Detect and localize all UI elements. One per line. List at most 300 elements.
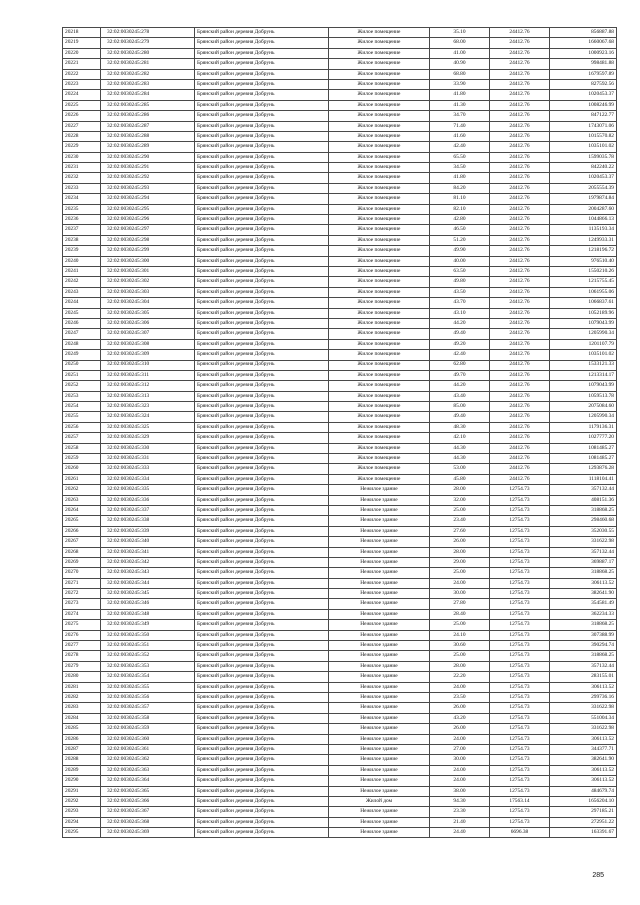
address-cell: Брянский район деревня Добрунь <box>195 412 329 422</box>
unit-value-cell: 24412.76 <box>490 38 550 48</box>
cadastral-value-cell: 1044866.13 <box>550 215 617 225</box>
row-number-cell: 20272 <box>63 589 101 599</box>
cadastral-number-cell: 32:02:0030245:336 <box>101 495 195 505</box>
table-row <box>63 755 617 765</box>
unit-value-cell: 12754.73 <box>490 786 550 796</box>
unit-value-cell: 12754.73 <box>490 537 550 547</box>
area-cell: 25.00 <box>430 620 490 630</box>
object-type-cell: Жилое помещение <box>329 38 430 48</box>
cadastral-number-cell: 32:02:0030245:303 <box>101 287 195 297</box>
address-cell: Брянский район деревня Добрунь <box>195 817 329 827</box>
address-cell: Брянский район деревня Добрунь <box>195 256 329 266</box>
area-cell: 81.10 <box>430 194 490 204</box>
address-cell: Брянский район деревня Добрунь <box>195 620 329 630</box>
row-number-cell: 20283 <box>63 703 101 713</box>
unit-value-cell: 24412.76 <box>490 142 550 152</box>
cadastral-value-cell: 297185.21 <box>550 807 617 817</box>
object-type-cell: Нежилое здание <box>329 713 430 723</box>
address-cell: Брянский район деревня Добрунь <box>195 370 329 380</box>
row-number-cell: 20218 <box>63 28 101 38</box>
area-cell: 23.50 <box>430 693 490 703</box>
object-type-cell: Жилое помещение <box>329 329 430 339</box>
table-row <box>63 474 617 484</box>
cadastral-number-cell: 32:02:0030245:360 <box>101 734 195 744</box>
object-type-cell: Нежилое здание <box>329 599 430 609</box>
cadastral-value-cell: 298460.68 <box>550 516 617 526</box>
address-cell: Брянский район деревня Добрунь <box>195 578 329 588</box>
address-cell: Брянский район деревня Добрунь <box>195 59 329 69</box>
table-row <box>63 246 617 256</box>
object-type-cell: Нежилое здание <box>329 661 430 671</box>
cadastral-number-cell: 32:02:0030245:313 <box>101 391 195 401</box>
row-number-cell: 20228 <box>63 131 101 141</box>
table-row <box>63 682 617 692</box>
address-cell: Брянский район деревня Добрунь <box>195 79 329 89</box>
row-number-cell: 20287 <box>63 744 101 754</box>
area-cell: 49.40 <box>430 412 490 422</box>
area-cell: 28.00 <box>430 661 490 671</box>
address-cell: Брянский район деревня Добрунь <box>195 339 329 349</box>
row-number-cell: 20286 <box>63 734 101 744</box>
cadastral-number-cell: 32:02:0030245:301 <box>101 266 195 276</box>
address-cell: Брянский район деревня Добрунь <box>195 298 329 308</box>
unit-value-cell: 24412.76 <box>490 298 550 308</box>
row-number-cell: 20271 <box>63 578 101 588</box>
area-cell: 49.40 <box>430 329 490 339</box>
cadastral-number-cell: 32:02:0030245:280 <box>101 48 195 58</box>
cadastral-value-cell: 847122.77 <box>550 111 617 121</box>
area-cell: 41.00 <box>430 48 490 58</box>
table-row <box>63 277 617 287</box>
row-number-cell: 20225 <box>63 100 101 110</box>
row-number-cell: 20247 <box>63 329 101 339</box>
row-number-cell: 20233 <box>63 183 101 193</box>
cadastral-number-cell: 32:02:0030245:353 <box>101 661 195 671</box>
cadastral-number-cell: 32:02:0030245:366 <box>101 796 195 806</box>
address-cell: Брянский район деревня Добрунь <box>195 464 329 474</box>
cadastral-number-cell: 32:02:0030245:295 <box>101 204 195 214</box>
unit-value-cell: 12754.73 <box>490 620 550 630</box>
cadastral-number-cell: 32:02:0030245:357 <box>101 703 195 713</box>
cadastral-value-cell: 1656204.10 <box>550 796 617 806</box>
cadastral-value-cell: 1020453.37 <box>550 173 617 183</box>
cadastral-value-cell: 1081485.27 <box>550 454 617 464</box>
table-row <box>63 703 617 713</box>
cadastral-value-cell: 306113.52 <box>550 765 617 775</box>
cadastral-number-cell: 32:02:0030245:348 <box>101 609 195 619</box>
unit-value-cell: 12754.73 <box>490 734 550 744</box>
row-number-cell: 20259 <box>63 454 101 464</box>
row-number-cell: 20295 <box>63 828 101 838</box>
table-row <box>63 672 617 682</box>
address-cell: Брянский район деревня Добрунь <box>195 90 329 100</box>
cadastral-number-cell: 32:02:0030245:278 <box>101 28 195 38</box>
address-cell: Брянский район деревня Добрунь <box>195 724 329 734</box>
cadastral-value-cell: 1066837.61 <box>550 298 617 308</box>
table-row <box>63 765 617 775</box>
object-type-cell: Нежилое здание <box>329 485 430 495</box>
cadastral-value-cell: 1218196.72 <box>550 246 617 256</box>
cadastral-value-cell: 1015570.82 <box>550 131 617 141</box>
cadastral-value-cell: 283155.01 <box>550 672 617 682</box>
unit-value-cell: 24412.76 <box>490 370 550 380</box>
cadastral-value-cell: 1550210.26 <box>550 266 617 276</box>
row-number-cell: 20277 <box>63 641 101 651</box>
cadastral-number-cell: 32:02:0030245:283 <box>101 79 195 89</box>
unit-value-cell: 6696.38 <box>490 828 550 838</box>
cadastral-number-cell: 32:02:0030245:344 <box>101 578 195 588</box>
cadastral-value-cell: 306113.52 <box>550 734 617 744</box>
cadastral-value-cell: 1201107.79 <box>550 339 617 349</box>
cadastral-number-cell: 32:02:0030245:368 <box>101 817 195 827</box>
address-cell: Брянский район деревня Добрунь <box>195 360 329 370</box>
address-cell: Брянский район деревня Добрунь <box>195 786 329 796</box>
area-cell: 49.70 <box>430 370 490 380</box>
address-cell: Брянский район деревня Добрунь <box>195 516 329 526</box>
unit-value-cell: 24412.76 <box>490 111 550 121</box>
cadastral-number-cell: 32:02:0030245:355 <box>101 682 195 692</box>
object-type-cell: Нежилое здание <box>329 786 430 796</box>
area-cell: 44.20 <box>430 381 490 391</box>
area-cell: 25.00 <box>430 568 490 578</box>
table-row <box>63 194 617 204</box>
table-row <box>63 641 617 651</box>
address-cell: Брянский район деревня Добрунь <box>195 163 329 173</box>
cadastral-value-cell: 306113.52 <box>550 682 617 692</box>
table-row <box>63 59 617 69</box>
address-cell: Брянский район деревня Добрунь <box>195 48 329 58</box>
object-type-cell: Жилое помещение <box>329 152 430 162</box>
address-cell: Брянский район деревня Добрунь <box>195 776 329 786</box>
area-cell: 63.50 <box>430 266 490 276</box>
cadastral-number-cell: 32:02:0030245:296 <box>101 215 195 225</box>
area-cell: 23.30 <box>430 807 490 817</box>
area-cell: 40.00 <box>430 256 490 266</box>
object-type-cell: Жилое помещение <box>329 111 430 121</box>
cadastral-value-cell: 1118104.41 <box>550 474 617 484</box>
table-row <box>63 163 617 173</box>
unit-value-cell: 17563.14 <box>490 796 550 806</box>
address-cell: Брянский район деревня Добрунь <box>195 183 329 193</box>
cadastral-number-cell: 32:02:0030245:299 <box>101 246 195 256</box>
table-row <box>63 526 617 536</box>
row-number-cell: 20278 <box>63 651 101 661</box>
cadastral-number-cell: 32:02:0030245:337 <box>101 505 195 515</box>
table-row <box>63 256 617 266</box>
table-row <box>63 464 617 474</box>
table-row <box>63 495 617 505</box>
unit-value-cell: 24412.76 <box>490 360 550 370</box>
table-row <box>63 661 617 671</box>
cadastral-value-cell: 331622.98 <box>550 537 617 547</box>
row-number-cell: 20245 <box>63 308 101 318</box>
cadastral-value-cell: 318868.25 <box>550 505 617 515</box>
cadastral-number-cell: 32:02:0030245:358 <box>101 713 195 723</box>
cadastral-value-cell: 362234.33 <box>550 609 617 619</box>
row-number-cell: 20253 <box>63 391 101 401</box>
row-number-cell: 20269 <box>63 557 101 567</box>
address-cell: Брянский район деревня Добрунь <box>195 28 329 38</box>
row-number-cell: 20289 <box>63 765 101 775</box>
object-type-cell: Жилое помещение <box>329 59 430 69</box>
area-cell: 34.70 <box>430 111 490 121</box>
cadastral-value-cell: 408151.36 <box>550 495 617 505</box>
unit-value-cell: 24412.76 <box>490 464 550 474</box>
area-cell: 44.30 <box>430 454 490 464</box>
object-type-cell: Жилой дом <box>329 796 430 806</box>
unit-value-cell: 24412.76 <box>490 433 550 443</box>
address-cell: Брянский район деревня Добрунь <box>195 329 329 339</box>
row-number-cell: 20282 <box>63 693 101 703</box>
address-cell: Брянский район деревня Добрунь <box>195 454 329 464</box>
area-cell: 48.30 <box>430 422 490 432</box>
row-number-cell: 20285 <box>63 724 101 734</box>
unit-value-cell: 24412.76 <box>490 48 550 58</box>
unit-value-cell: 12754.73 <box>490 578 550 588</box>
cadastral-value-cell: 352030.55 <box>550 526 617 536</box>
cadastral-number-cell: 32:02:0030245:331 <box>101 454 195 464</box>
object-type-cell: Жилое помещение <box>329 246 430 256</box>
table-row <box>63 225 617 235</box>
object-type-cell: Жилое помещение <box>329 443 430 453</box>
table-row <box>63 90 617 100</box>
table-row <box>63 142 617 152</box>
address-cell: Брянский район деревня Добрунь <box>195 526 329 536</box>
unit-value-cell: 12754.73 <box>490 495 550 505</box>
unit-value-cell: 12754.73 <box>490 765 550 775</box>
cadastral-value-cell: 551004.34 <box>550 713 617 723</box>
address-cell: Брянский район деревня Добрунь <box>195 433 329 443</box>
row-number-cell: 20290 <box>63 776 101 786</box>
area-cell: 43.40 <box>430 391 490 401</box>
row-number-cell: 20284 <box>63 713 101 723</box>
object-type-cell: Нежилое здание <box>329 828 430 838</box>
unit-value-cell: 12754.73 <box>490 516 550 526</box>
table-row <box>63 776 617 786</box>
area-cell: 26.00 <box>430 703 490 713</box>
cadastral-value-cell: 976510.40 <box>550 256 617 266</box>
cadastral-number-cell: 32:02:0030245:291 <box>101 163 195 173</box>
table-row <box>63 557 617 567</box>
object-type-cell: Жилое помещение <box>329 256 430 266</box>
cadastral-value-cell: 1679597.89 <box>550 69 617 79</box>
cadastral-number-cell: 32:02:0030245:351 <box>101 641 195 651</box>
area-cell: 44.20 <box>430 318 490 328</box>
cadastral-number-cell: 32:02:0030245:325 <box>101 422 195 432</box>
row-number-cell: 20240 <box>63 256 101 266</box>
area-cell: 24.00 <box>430 776 490 786</box>
unit-value-cell: 24412.76 <box>490 402 550 412</box>
row-number-cell: 20267 <box>63 537 101 547</box>
unit-value-cell: 24412.76 <box>490 183 550 193</box>
area-cell: 43.20 <box>430 713 490 723</box>
cadastral-number-cell: 32:02:0030245:307 <box>101 329 195 339</box>
address-cell: Брянский район деревня Добрунь <box>195 734 329 744</box>
cadastral-value-cell: 2004287.60 <box>550 204 617 214</box>
table-row <box>63 298 617 308</box>
unit-value-cell: 24412.76 <box>490 454 550 464</box>
cadastral-value-cell: 1215755.45 <box>550 277 617 287</box>
cadastral-value-cell: 369887.17 <box>550 557 617 567</box>
object-type-cell: Нежилое здание <box>329 807 430 817</box>
area-cell: 42.40 <box>430 142 490 152</box>
table-row <box>63 412 617 422</box>
cadastral-value-cell: 318868.25 <box>550 651 617 661</box>
object-type-cell: Нежилое здание <box>329 516 430 526</box>
row-number-cell: 20222 <box>63 69 101 79</box>
cadastral-value-cell: 1660067.68 <box>550 38 617 48</box>
row-number-cell: 20270 <box>63 568 101 578</box>
area-cell: 30.00 <box>430 589 490 599</box>
unit-value-cell: 24412.76 <box>490 381 550 391</box>
cadastral-number-cell: 32:02:0030245:346 <box>101 599 195 609</box>
address-cell: Брянский район деревня Добрунь <box>195 796 329 806</box>
cadastral-number-cell: 32:02:0030245:304 <box>101 298 195 308</box>
cadastral-value-cell: 1020453.37 <box>550 90 617 100</box>
table-row <box>63 48 617 58</box>
unit-value-cell: 24412.76 <box>490 100 550 110</box>
area-cell: 53.00 <box>430 464 490 474</box>
cadastral-value-cell: 1249933.31 <box>550 235 617 245</box>
object-type-cell: Нежилое здание <box>329 765 430 775</box>
object-type-cell: Нежилое здание <box>329 578 430 588</box>
cadastral-number-cell: 32:02:0030245:365 <box>101 786 195 796</box>
row-number-cell: 20235 <box>63 204 101 214</box>
unit-value-cell: 24412.76 <box>490 422 550 432</box>
address-cell: Брянский район деревня Добрунь <box>195 651 329 661</box>
unit-value-cell: 12754.73 <box>490 485 550 495</box>
table-row <box>63 360 617 370</box>
area-cell: 43.70 <box>430 298 490 308</box>
area-cell: 22.20 <box>430 672 490 682</box>
unit-value-cell: 24412.76 <box>490 163 550 173</box>
object-type-cell: Нежилое здание <box>329 682 430 692</box>
cadastral-number-cell: 32:02:0030245:312 <box>101 381 195 391</box>
row-number-cell: 20221 <box>63 59 101 69</box>
cadastral-number-cell: 32:02:0030245:333 <box>101 464 195 474</box>
cadastral-value-cell: 357132.44 <box>550 547 617 557</box>
row-number-cell: 20291 <box>63 786 101 796</box>
table-row <box>63 713 617 723</box>
table-row <box>63 786 617 796</box>
object-type-cell: Нежилое здание <box>329 734 430 744</box>
cadastral-number-cell: 32:02:0030245:329 <box>101 433 195 443</box>
table-row <box>63 807 617 817</box>
cadastral-value-cell: 318868.25 <box>550 620 617 630</box>
area-cell: 24.00 <box>430 578 490 588</box>
table-row <box>63 339 617 349</box>
area-cell: 21.40 <box>430 817 490 827</box>
row-number-cell: 20262 <box>63 485 101 495</box>
row-number-cell: 20279 <box>63 661 101 671</box>
row-number-cell: 20268 <box>63 547 101 557</box>
unit-value-cell: 24412.76 <box>490 235 550 245</box>
unit-value-cell: 24412.76 <box>490 339 550 349</box>
cadastral-number-cell: 32:02:0030245:363 <box>101 765 195 775</box>
address-cell: Брянский район деревня Добрунь <box>195 204 329 214</box>
row-number-cell: 20274 <box>63 609 101 619</box>
table-row <box>63 370 617 380</box>
row-number-cell: 20254 <box>63 402 101 412</box>
area-cell: 41.80 <box>430 90 490 100</box>
object-type-cell: Жилое помещение <box>329 350 430 360</box>
row-number-cell: 20261 <box>63 474 101 484</box>
table-row <box>63 69 617 79</box>
table-row <box>63 485 617 495</box>
address-cell: Брянский район деревня Добрунь <box>195 69 329 79</box>
cadastral-number-cell: 32:02:0030245:352 <box>101 651 195 661</box>
table-row <box>63 79 617 89</box>
cadastral-value-cell: 306113.52 <box>550 578 617 588</box>
object-type-cell: Нежилое здание <box>329 568 430 578</box>
cadastral-number-cell: 32:02:0030245:287 <box>101 121 195 131</box>
unit-value-cell: 24412.76 <box>490 121 550 131</box>
address-cell: Брянский район деревня Добрунь <box>195 38 329 48</box>
table-row <box>63 266 617 276</box>
address-cell: Брянский район деревня Добрунь <box>195 599 329 609</box>
address-cell: Брянский район деревня Добрунь <box>195 402 329 412</box>
unit-value-cell: 12754.73 <box>490 641 550 651</box>
area-cell: 44.30 <box>430 443 490 453</box>
object-type-cell: Нежилое здание <box>329 693 430 703</box>
unit-value-cell: 12754.73 <box>490 526 550 536</box>
unit-value-cell: 12754.73 <box>490 776 550 786</box>
cadastral-number-cell: 32:02:0030245:284 <box>101 90 195 100</box>
object-type-cell: Нежилое здание <box>329 609 430 619</box>
cadastral-value-cell: 1081485.27 <box>550 443 617 453</box>
address-cell: Брянский район деревня Добрунь <box>195 391 329 401</box>
address-cell: Брянский район деревня Добрунь <box>195 287 329 297</box>
row-number-cell: 20265 <box>63 516 101 526</box>
object-type-cell: Жилое помещение <box>329 360 430 370</box>
cadastral-number-cell: 32:02:0030245:323 <box>101 402 195 412</box>
cadastral-value-cell: 2055554.39 <box>550 183 617 193</box>
cadastral-value-cell: 1027777.20 <box>550 433 617 443</box>
object-type-cell: Нежилое здание <box>329 547 430 557</box>
table-row <box>63 651 617 661</box>
object-type-cell: Жилое помещение <box>329 183 430 193</box>
area-cell: 27.00 <box>430 744 490 754</box>
unit-value-cell: 12754.73 <box>490 817 550 827</box>
row-number-cell: 20266 <box>63 526 101 536</box>
object-type-cell: Нежилое здание <box>329 817 430 827</box>
table-row <box>63 505 617 515</box>
row-number-cell: 20273 <box>63 599 101 609</box>
table-row <box>63 308 617 318</box>
cadastral-value-cell: 1599035.78 <box>550 152 617 162</box>
object-type-cell: Жилое помещение <box>329 474 430 484</box>
unit-value-cell: 12754.73 <box>490 672 550 682</box>
unit-value-cell: 12754.73 <box>490 755 550 765</box>
area-cell: 84.20 <box>430 183 490 193</box>
cadastral-number-cell: 32:02:0030245:294 <box>101 194 195 204</box>
row-number-cell: 20251 <box>63 370 101 380</box>
address-cell: Брянский район деревня Добрунь <box>195 661 329 671</box>
address-cell: Брянский район деревня Добрунь <box>195 713 329 723</box>
object-type-cell: Нежилое здание <box>329 703 430 713</box>
unit-value-cell: 24412.76 <box>490 277 550 287</box>
unit-value-cell: 12754.73 <box>490 682 550 692</box>
unit-value-cell: 12754.73 <box>490 651 550 661</box>
unit-value-cell: 24412.76 <box>490 266 550 276</box>
cadastral-number-cell: 32:02:0030245:339 <box>101 526 195 536</box>
address-cell: Брянский район деревня Добрунь <box>195 703 329 713</box>
object-type-cell: Жилое помещение <box>329 412 430 422</box>
row-number-cell: 20250 <box>63 360 101 370</box>
row-number-cell: 20223 <box>63 79 101 89</box>
cadastral-value-cell: 1079043.99 <box>550 318 617 328</box>
area-cell: 38.00 <box>430 786 490 796</box>
